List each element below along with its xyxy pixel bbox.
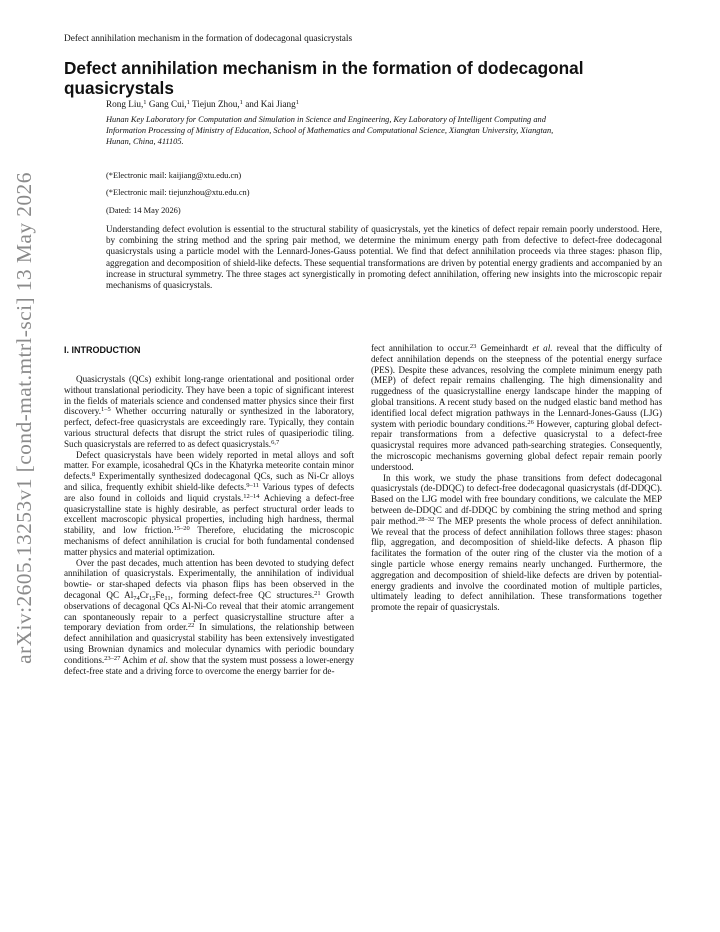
- author-name: Rong Liu,: [106, 99, 144, 109]
- left-column: [64, 374, 354, 676]
- paragraph: Quasicrystals (QCs) exhibit long-range orientational and positional order without translational periodicity. They have been a topic of significant interest in the fields of materials science and condensed matter physics since their first discovery.$^{1-5}$ Whether occurring naturally or synthesized in the laboratory, perfect, defect-free quasicrystals are exceedingly rare. Typically, they contain various structural defects that disrupt the strict rules of quasiperiodic tiling. Such quasicrystals are referred to as defect quasicrystals.$^{6,7}$: [64, 374, 354, 449]
- paper-title: Defect annihilation mechanism in the formation of dodecagonal quasicrystals: [64, 58, 584, 98]
- author-name: Tiejun Zhou,: [191, 99, 240, 109]
- arxiv-identifier-stamp: arXiv:2605.13253v1 [cond-mat.mtrl-sci] 13 May 2026: [12, 172, 36, 664]
- paragraph: fect annihilation to occur.$^{23}$ Gemeinhardt et al. reveal that the difficulty of defect annihilation depends on the steepness of the potential energy surface (PES). Despite these advances, resolving the complete minimum energy path (MEP) of defect repair remains challenging. The high dimensionality and ruggedness of the quasicrystalline energy landscape hinder the mapping of global transitions. A recent study based on the nudged elastic band method has identified local defect migration pathways in the Lennard-Jones-Gauss (LJG) system with periodic boundary conditions.$^{26}$ However, capturing global defect-repair transformations from a defective quasicrystal to a defect-free quasicrystal requires more advanced path-searching strategies. Consequently, the microscopic mechanisms governing global defect repair remain poorly understood.: [371, 343, 662, 472]
- affiliation-mark: 1: [143, 99, 147, 106]
- paragraph: Over the past decades, much attention has been devoted to studying defect annihilation of quasicrystals. Experimentally, the annihilation of individual bowtie- or star-shaped defects via phason flips has been observed in the decagonal QC $Al_{74}Cr_{15}Fe_{11}$, forming defect-free QC structures.$^{21}$ Growth observations of decagonal QCs Al-Ni-Co reveal that their atomic arrangement can spontaneously repair to a perfect quasicrystalline structure after a temporary deviation from order.$^{22}$ In simulations, the relationship between defect annihilation and quasicrystal stability has been extensively investigated using Brownian dynamics and molecular dynamics with periodic boundary conditions.$^{23-27}$ Achim et al. show that the system must possess a lower-energy defect-free state and a driving force to overcome the energy barrier for de-: [64, 557, 354, 676]
- paragraph: Defect quasicrystals have been widely reported in metal alloys and soft matter. For example, icosahedral QCs in the Khatyrka meteorite contain minor defects.$^8$ Experimentally synthesized dodecagonal QCs, such as Ni-Cr alloys and silica, frequently exhibit shield-like defects.$^{9-11}$ Various types of defects are also found in colloids and liquid crystals.$^{12-14}$ Achieving a defect-free quasicrystalline state is highly desirable, as perfect structural order leads to excellent macroscopic physical properties, including high hardness, thermal stability, and low friction.$^{15-20}$ Therefore, elucidating the microscopic mechanisms of defect annihilation is crucial for both fundamental condensed matter physics and material optimization.: [64, 449, 355, 557]
- dated-line: (Dated: 14 May 2026): [106, 206, 181, 215]
- affiliation-mark: 1: [239, 99, 243, 106]
- right-column: [371, 343, 662, 613]
- affiliation-mark: 1: [295, 99, 299, 106]
- author-name: and Kai Jiang: [245, 99, 296, 109]
- running-head: Defect annihilation mechanism in the formation of dodecagonal quasicrystals: [64, 34, 353, 44]
- affiliation: Hunan Key Laboratory for Computation and Simulation in Science and Engineering, Key Laboratory of Intelligent Computing and Information Processing of Ministry of Education, School of Mathematics and Computational Science, Xiangtan University, Xiangtan, Hunan, China, 411105.: [106, 115, 554, 147]
- author-name: Gang Cui,: [148, 99, 187, 109]
- affiliation-mark: 1: [186, 99, 190, 106]
- section-heading: I. INTRODUCTION: [64, 345, 141, 355]
- paragraph: In this work, we study the phase transitions from defect dodecagonal quasicrystals (de-DDQC) to defect-free dodecagonal quasicrystals (df-DDQC). Based on the LJG model with free boundary conditions, we calculate the MEP between de-DDQC and df-DDQC by combining the string method and spring pair method.$^{28-32}$ The MEP presents the whole process of defect annihilation. We reveal that the process of defect annihilation follows three stages: phason flip, aggregation, and decomposition of shield-like defects. A phason flip facilitates the formation of the outer ring of the cluster via the motion of a single particle whose energy remains nearly unchanged. Furthermore, the aggregation and decomposition of shield-like defects are driven by potential-energy gradients and involve the coordinated motion of multiple particles, ultimately leading to defect annihilation. These transformations together promote the repair of quasicrystals.: [371, 472, 663, 613]
- author-list: [106, 99, 666, 110]
- email-note: (*Electronic mail: kaijiang@xtu.edu.cn): [106, 171, 242, 180]
- email-note: (*Electronic mail: tiejunzhou@xtu.edu.cn): [106, 188, 250, 197]
- abstract: Understanding defect evolution is essential to the structural stability of quasicrystals, yet the kinetics of defect repair remain poorly understood. Here, by combining the string method and the spring pair method, we determine the minimum energy path from defective to defect-free dodecagonal quasicrystals using a particle model with the Lennard-Jones-Gauss potential. We find that defect annihilation proceeds via three stages: phason flip, aggregation and decomposition of shield-like defects. These sequential transformations are driven by potential energy gradients and accompanied by an increase in structural symmetry. The three stages act synergistically in promoting defect annihilation, offering new insights into the microscopic repair mechanisms of quasicrystals.: [106, 224, 662, 291]
